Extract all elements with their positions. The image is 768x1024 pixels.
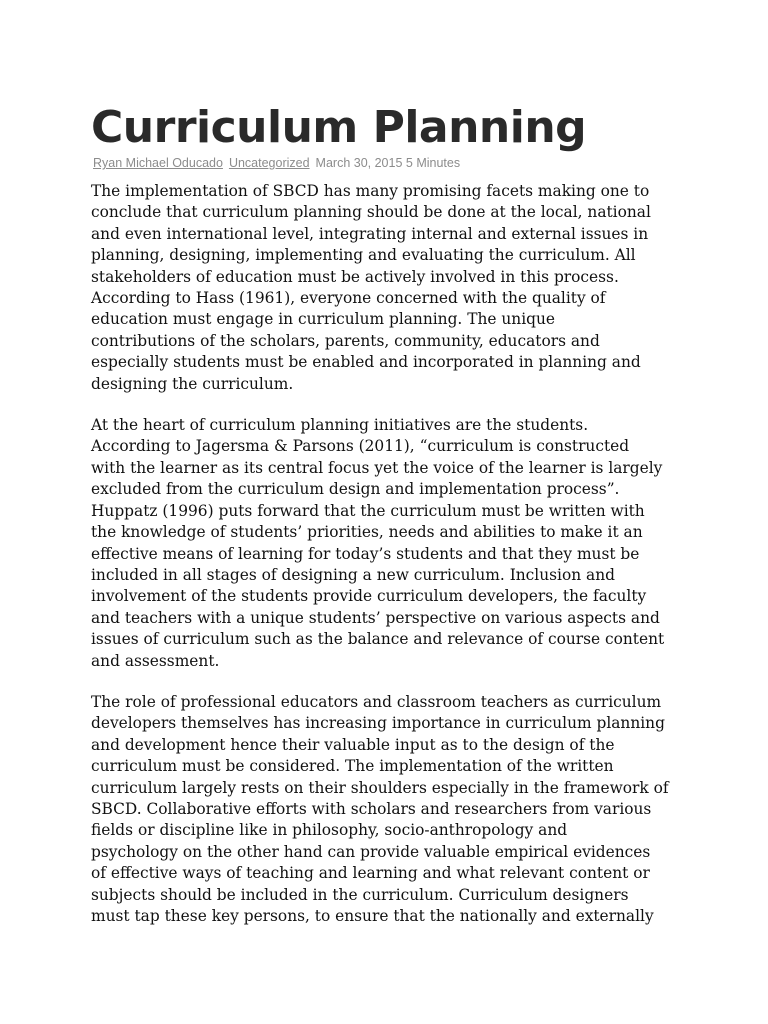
paragraph-1: The implementation of SBCD has many promising facets making one to conclude that curriculum planning should be done at the local, national and even international level, integrating internal and external issues in planning, designing, implementing and evaluating the curriculum. All stakeholders of education must be actively involved in this process. According to Hass (1961), everyone concerned with the quality of education must engage in curriculum planning. The unique contributions of the scholars, parents, community, educators and especially students must be enabled and incorporated in planning and designing the curriculum. [91, 182, 651, 393]
paragraph-2: At the heart of curriculum planning initiatives are the students. According to Jagersma & Parsons (2011), “curriculum is constructed with the learner as its central focus yet the voice of the learner is largely excluded from the curriculum design and implementation process”. Huppatz (1996) puts forward that the curriculum must be written with the knowledge of students’ priorities, needs and abilities to make it an effective means of learning for today’s students and that they must be included in all stages of designing a new curriculum. Inclusion and involvement of the students provide curriculum developers, the faculty and teachers with a unique students’ perspective on various aspects and issues of curriculum such as the balance and relevance of course content and assessment. [91, 416, 665, 670]
paragraph-3: The role of professional educators and classroom teachers as curriculum developers themselves has increasing importance in curriculum planning and development hence their valuable input as to the design of the curriculum must be considered. The implementation of the written curriculum largely rests on their shoulders especially in the framework of SBCD. Collaborative efforts with scholars and researchers from various fields or discipline like in philosophy, socio-anthropology and psychology on the other hand can provide valuable empirical evidences of effective ways of teaching and learning and what relevant content or subjects should be included in the curriculum. Curriculum designers must tap these key persons, to ensure that the nationally and externally [91, 692, 669, 925]
page-title: Curriculum Planning [91, 102, 587, 153]
article-body [91, 181, 681, 947]
author-link[interactable]: Ryan Michael Oducado [93, 156, 223, 170]
category-link[interactable]: Uncategorized [228, 156, 310, 170]
post-meta [93, 155, 460, 171]
post-date: March 30, 2015 [315, 156, 403, 170]
read-time: 5 Minutes [405, 156, 461, 170]
